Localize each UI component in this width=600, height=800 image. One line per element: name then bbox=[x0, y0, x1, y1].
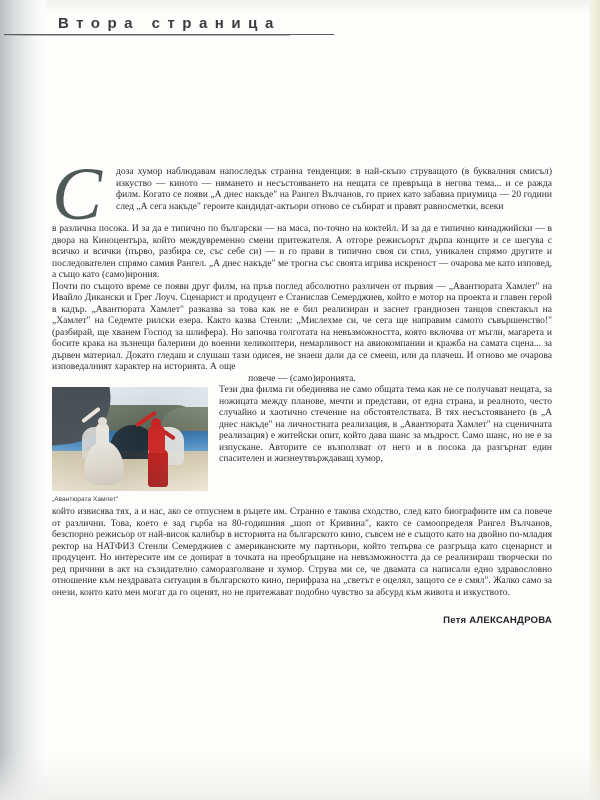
masthead-rule-secondary bbox=[4, 35, 290, 36]
paragraph-two-tail: повече — (само)иронията. bbox=[248, 372, 356, 384]
paragraph-three-wrapped: Тези два филма ги обединява не само общата тема как не се получават нещата, за ножицата между планове, мечти и представи, от една страна, и реалното, често случайно и хаотично стечение на обстоятелствата. В тях несъстояването (в „А днес накъде" на личностната реализация, в „Авантюрата Хамлет" на сценичната реализация) е житейски опит, който дава шанс за мъдрост. Само шанс, но не е за изпускане. Авторите се възползват от него и в посока да разгърнат един спасителен и жизнеутвърждаващ хумор, bbox=[219, 384, 552, 465]
paragraph-lead-continued: в различна посока. И за да е типично по български — на маса, по-точно на коктейл. И за да е типично кинаджийски — в двора на Киноцентъра, който междувременно смени притежателя. А отгоре режисьорът дърпа конците и се шегува с всичко и всички (първо, разбира се, със себе си) — и го прави в типично своя си стил, уникален спрямо другите и последователен спрямо самия Рангел. „А днес накъде" ме трогна със своята игрива искреност — очарова ме като изповед, а също като (само)ирония. bbox=[52, 223, 552, 281]
paragraph-two: Почти по същото време се появи друг филм, на пръв поглед абсолютно различен от първия — „Авантюрата Хамлет" на Ивайло Дикански и Грег Лоуч. Сценарист и продуцент е Станислав Семерджиев, който е мотор на проекта и главен герой в кадър. „Авантюрата Хамлет" разказва за това как не е бил реализиран и заснет грандиозен танцов спектакъл на „Хамлет" на Седемте рилски езера. Както казва Стенли: „Мислехме си, че сега ще направим самото съвършенство!" (разбирай, ще хванем Господ за шлиферa). Но започва голготата на невъзможността, която включва от мъгли, магарета и босите крака на зъзнещи балерини до военни хеликоптери, немарливост на авиокомпании и кражба на самата сцена... за дървен материал. Докато гледаш и слушаш тази одисея, не знаеш дали да се смееш, или да плачеш. И отново ме очарова изповедалният характер на историята. А още bbox=[52, 280, 552, 373]
page-top-tint bbox=[0, 0, 600, 14]
page-edge-strip bbox=[591, 0, 600, 800]
page-title: Втора страница bbox=[58, 15, 281, 32]
spine-shadow bbox=[0, 0, 46, 800]
paragraph-three-continued: който извисява тях, а и нас, ако се отпуснем в ръцете им. Странно е такова сходство, след като биографиите им са повече от различни. Това, което е зад гърба на 80-годишния „шоп от Кривина", както се самоопределя Рангел Вълчанов, безспорно режисьор от най-висок калибър в историята на българското кино, съвсем не е същото като на двойно по-младия ректор на НАТФИЗ Стенли Семерджиев с американските му партньори, който тепърва се разгръща като сценарист и продуцент. Но интересите им се допират в точката на преобръщане на невъзможността да се реализираш творчески по ред причини в акт на съзидателно саморазголване и хумор. Струва ми се, че двамата са написали едно здравословно отношение към нездравата ситуация в българското кино, перифраза на „светът е оцелял, защото се е смял". Жалко само за онези, които като мен могат да го оценят, но не притежават подобно чувство за абсурд към живота и изкуството. bbox=[52, 506, 552, 598]
article-figure bbox=[52, 387, 208, 504]
page-bottom-fade bbox=[0, 754, 600, 800]
article-body bbox=[52, 153, 552, 627]
drop-cap: С bbox=[52, 153, 103, 236]
paragraph-lead-indented: доза хумор наблюдавам напоследък странна тенденция: в най-скъпо струващото (в буквалния смисъл) изкуство — киното — нямането и несъстояването на нещата се превръща в негова тема... и се ражда филм. Когато се появи „А днес накъде" на Рангел Вълчанов, го приех като забавна приумица — 20 години след „А сега накъде" героите кандидат-актьори отново се събират и правят равносметки, всеки bbox=[116, 166, 552, 212]
masthead bbox=[0, 14, 600, 48]
figure-photo bbox=[52, 387, 208, 491]
photo-scan-grain bbox=[52, 387, 208, 491]
article-byline: Петя АЛЕКСАНДРОВА bbox=[443, 615, 552, 627]
figure-caption: „Авантюрата Хамлет" bbox=[52, 496, 119, 504]
